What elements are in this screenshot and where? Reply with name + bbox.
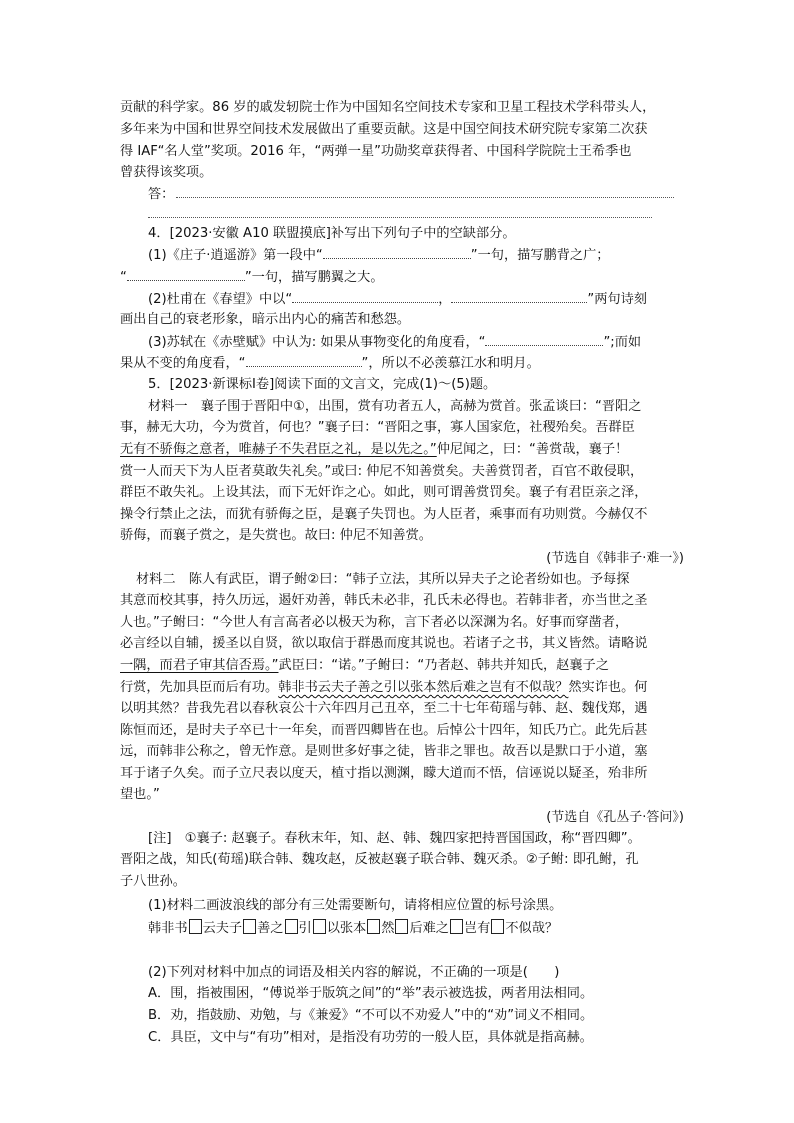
break-box-h[interactable]: [491, 919, 504, 934]
break-box-e[interactable]: [367, 919, 380, 934]
m2-line-6-start: 行赏，先加具臣而后有功。: [120, 680, 279, 695]
m2-line-3: 人也。”子鲋曰：“今世人有言高者必以极天为称，言下者必以深渊为名。好事而穿凿者，: [120, 615, 629, 630]
m1-line-6: 操令行禁止之法，而犹有骄侮之臣，是襄子失罚也。为人臣者，乘事而有功则赏。今赫仅不: [120, 507, 648, 522]
segment-3: 善之: [257, 921, 284, 936]
blank-2[interactable]: [127, 266, 245, 281]
m2-wavy-sentence: 韩非书云夫子善之引以张本然后难之岂有不似哉？: [278, 680, 569, 695]
intro-line-3: 得 IAF“名人堂”奖项。2016 年，“两弹一星”功勋奖章获得者、中国科学院院士王希季也: [120, 144, 632, 159]
q4-s2-line1: [148, 288, 647, 310]
q4-s2-text-a: (2)杜甫在《春望》中以“: [148, 292, 293, 307]
answer-label: 答：: [148, 187, 175, 202]
m2-line-10: 耳于诸子久矣。而子立尺表以度天，植寸指以测渊，矇大道而不悟，信诬说以疑圣，殆非所: [120, 766, 648, 781]
m2-line-6: [120, 677, 648, 698]
q4-s3-text-c: 果从不变的角度看，“: [120, 356, 246, 371]
q4-s3-text-d: ”，所以不必羡慕江水和明月。: [361, 356, 540, 371]
q4-s1-line2: [120, 266, 384, 288]
q4-s2-line2: 画出自己的衰老形象，暗示出内心的痛苦和愁怨。: [120, 312, 411, 327]
q4-s1-text-a: (1)《庄子·逍遥游》第一段中“: [148, 248, 323, 263]
q4-s2-text-b: ，: [438, 292, 452, 307]
q4-s1-line1: [148, 244, 609, 266]
notes-line-3: 子八世孙。: [120, 874, 186, 889]
q4-s1-text-d: ”一句，描写鹏翼之大。: [244, 270, 384, 285]
segment-8: 岂有: [464, 921, 491, 936]
q4-s3-line2: [120, 352, 540, 374]
sub1-title: (1)材料二画波浪线的部分有三处需要断句，请将相应位置的标号涂黑。: [148, 898, 563, 913]
m1-line-3-rest: 仲尼闻之，曰：“善赏哉，襄子！: [436, 442, 629, 457]
m2-line-4: 必言经以自辅，援圣以自贤，欲以取信于群愚而度其说也。若诸子之书，其义皆然。请略说: [120, 636, 648, 651]
m2-source: (节选自《孔丛子·答问》): [546, 810, 684, 825]
m1-line-1: 材料一 襄子围于晋阳中①，出围，赏有功者五人，高赫为赏首。张孟谈曰：“晋阳之: [148, 399, 642, 414]
blank-3[interactable]: [292, 288, 438, 303]
option-a[interactable]: A．围，指被围困，“傅说举于版筑之间”的“举”表示被选拔，两者用法相同。: [148, 986, 594, 1001]
m2-line-11: 望也。”: [120, 787, 160, 802]
blank-6[interactable]: [246, 352, 362, 367]
q4-s3-line1: [148, 331, 641, 353]
m1-line-2: 事，赫无大功，今为赏首，何也？”襄子曰：“晋阳之事，寡人国家危，社稷殆矣。吾群臣: [120, 420, 635, 435]
q4-s2-text-c: ”两句诗刻: [587, 292, 647, 307]
m1-line-5: 群臣不敢失礼。上设其法，而下无奸诈之心。如此，则可谓善赏罚矣。襄子有君臣亲之泽，: [120, 485, 648, 500]
q4-s1-text-b: ”一句，描写鹏背之广；: [470, 248, 610, 263]
segment-9: 不似哉？: [505, 921, 559, 936]
q4-title: 4．[2023·安徽 A10 联盟摸底]补写出下列句子中的空缺部分。: [148, 226, 516, 241]
m2-line-7: 以明其然？昔我先君以春秋哀公十六年四月己丑卒，至二十七年荀瑶与韩、赵、魏伐郑，遇: [120, 701, 648, 716]
segment-6: 然: [381, 921, 395, 936]
m2-line-6-end: 然实诈也。何: [568, 680, 648, 695]
answer-line-2[interactable]: [148, 217, 652, 218]
m2-line-5: [120, 655, 609, 676]
answer-line-1[interactable]: [176, 197, 674, 198]
option-c[interactable]: C．具臣，文中与“有功”相对，是指没有功劳的一般人臣，具体就是指高赫。: [148, 1030, 593, 1045]
segment-2: 云夫子: [202, 921, 243, 936]
segment-4: 引: [298, 921, 312, 936]
m1-line-3: [120, 439, 628, 460]
m1-line-7: 骄侮，而襄子赏之，是失赏也。故曰: 仲尼不知善赏。: [120, 528, 432, 543]
blank-4[interactable]: [451, 288, 587, 303]
segment-5: 以张本: [326, 921, 367, 936]
notes-line-1: [注] ①襄子: 赵襄子。春秋末年，知、赵、韩、魏四家把持晋国国政，称“晋四卿”。: [148, 831, 641, 846]
m1-underlined-sentence: 无有不骄侮之意者，唯赫子不失君臣之礼，是以先之。”: [120, 442, 437, 457]
blank-1[interactable]: [323, 244, 471, 259]
break-box-b[interactable]: [243, 919, 256, 934]
m2-line-1: 材料二 陈人有武臣，谓子鲋②曰：“韩子立法，其所以异夫子之论者纷如也。予每探: [136, 572, 630, 587]
notes-line-2: 晋阳之战，知氏(荀瑶)联合韩、魏攻赵，反被赵襄子联合韩、魏灭杀。②子鲋: 即孔鲋，孔: [120, 852, 639, 867]
m2-line-5-rest: 武臣曰：“诺。”子鲋曰：“乃者赵、韩共并知氏，赵襄子之: [278, 658, 609, 673]
break-box-g[interactable]: [450, 919, 463, 934]
blank-5[interactable]: [485, 331, 603, 346]
break-box-a[interactable]: [189, 919, 202, 934]
break-box-d[interactable]: [313, 919, 326, 934]
m2-line-8: 陈恒而还，是时夫子卒已十一年矣，而晋四卿皆在也。后悼公十四年，知氏乃亡。此先后甚: [120, 723, 648, 738]
sentence-break-options: [148, 918, 558, 939]
m1-line-4: 赏一人而天下为人臣者莫敢失礼矣。”或曰: 仲尼不知善赏矣。夫善赏罚者，百官不敢侵职，: [120, 464, 644, 479]
m1-source: (节选自《韩非子·难一》): [546, 551, 684, 566]
m2-line-2: 其意而校其事，持久历远，遏奸劝善，韩氏未必非，孔氏未必得也。若韩非者，亦当世之圣: [120, 593, 648, 608]
q4-s3-text-b: ”;而如: [603, 335, 642, 350]
m2-underlined-sentence-1: 一隅，而君子审其信否焉。”: [120, 658, 279, 673]
intro-line-1: 贡献的科学家。86 岁的戚发轫院士作为中国知名空间技术专家和卫星工程技术学科带头人，: [120, 100, 656, 115]
q4-s1-text-c: “: [120, 270, 127, 285]
break-box-f[interactable]: [395, 919, 408, 934]
sub2-title: (2)下列对材料中加点的词语及相关内容的解说，不正确的一项是( ): [148, 965, 560, 980]
option-b[interactable]: B．劝，指鼓励、劝勉，与《兼爱》“不可以不劝爱人”中的“劝”词义不相同。: [148, 1008, 594, 1023]
segment-1: 韩非书: [148, 921, 188, 936]
intro-line-4: 曾获得该奖项。: [120, 165, 213, 180]
m2-line-9: 远，而韩非公称之，曾无怍意。是则世多好事之徒，皆非之罪也。故吾以是默口于小道，塞: [120, 744, 648, 759]
break-box-c[interactable]: [285, 919, 298, 934]
q4-s3-text-a: (3)苏轼在《赤壁赋》中认为: 如果从事物变化的角度看，“: [148, 335, 486, 350]
intro-line-2: 多年来为中国和世界空间技术发展做出了重要贡献。这是中国空间技术研究院专家第二次获: [120, 122, 648, 137]
q5-title: 5．[2023·新课标Ⅰ卷]阅读下面的文言文，完成(1)～(5)题。: [148, 377, 497, 392]
segment-7: 后难之: [409, 921, 449, 936]
